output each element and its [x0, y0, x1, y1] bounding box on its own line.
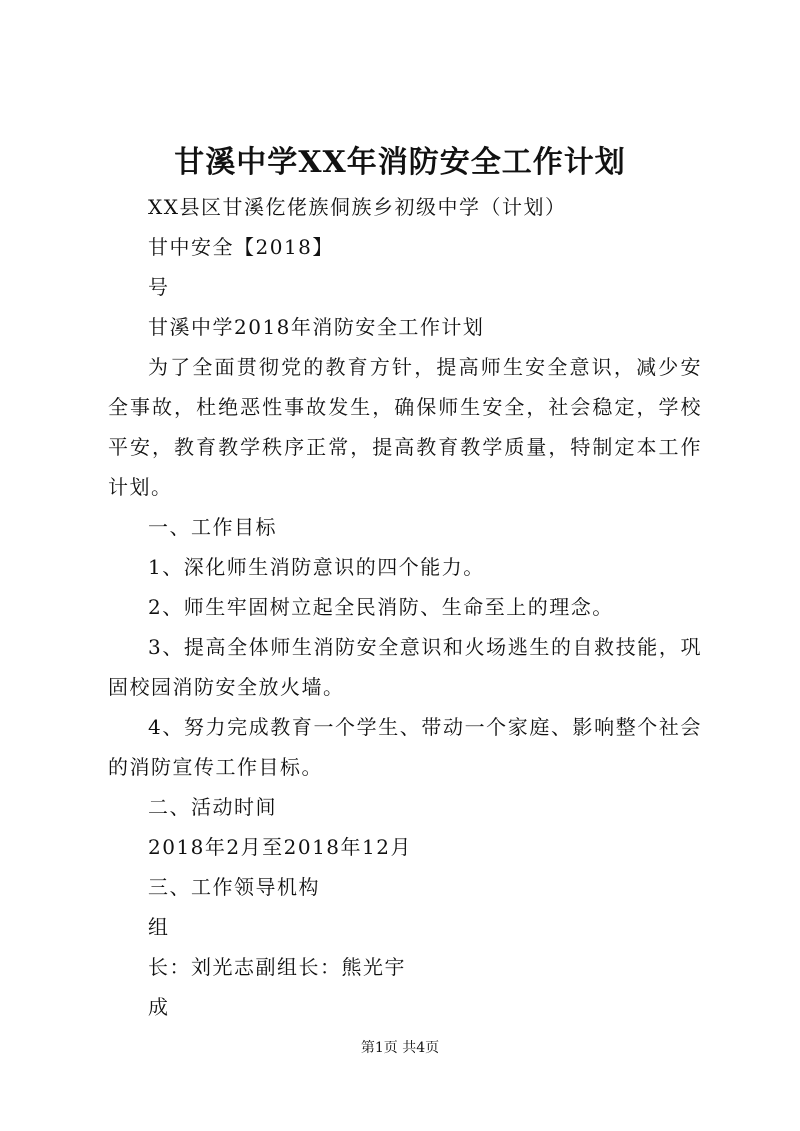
document-title: 甘溪中学XX年消防安全工作计划: [174, 145, 626, 180]
paragraph-intro: 为了全面贯彻党的教育方针，提高师生安全意识，减少安全事故，杜绝恶性事故发生，确保师生安全，社会稳定，学校平安，教育教学秩序正常，提高教育教学质量，特制定本工作计划。: [108, 355, 702, 499]
page-footer: 第1页 共4页: [360, 1040, 440, 1056]
paragraph-school-name: XX县区甘溪仡佬族侗族乡初级中学（计划）: [148, 195, 567, 219]
section-heading-goals: 一、工作目标: [148, 515, 277, 539]
section-heading-leadership: 三、工作领导机构: [148, 875, 320, 899]
goal-item-4: 4、努力完成教育一个学生、带动一个家庭、影响整个社会的消防宣传工作目标。: [108, 715, 702, 779]
paragraph-document-number: 甘中安全【2018】: [148, 235, 334, 259]
goal-item-1: 1、深化师生消防意识的四个能力。: [148, 555, 485, 579]
leadership-line-1: 组: [148, 915, 170, 939]
section-heading-time: 二、活动时间: [148, 795, 277, 819]
leadership-line-3: 成: [148, 995, 170, 1019]
goal-item-2: 2、师生牢固树立起全民消防、生命至上的理念。: [148, 595, 614, 619]
leadership-line-2: 长：刘光志副组长：熊光宇: [148, 955, 406, 979]
paragraph-number-suffix: 号: [148, 275, 170, 299]
document-body: [108, 187, 702, 1027]
paragraph-plan-title: 甘溪中学2018年消防安全工作计划: [148, 315, 485, 339]
goal-item-3: 3、提高全体师生消防安全意识和火场逃生的自救技能，巩固校园消防安全放火墙。: [108, 635, 702, 699]
activity-period: 2018年2月至2018年12月: [148, 835, 412, 859]
